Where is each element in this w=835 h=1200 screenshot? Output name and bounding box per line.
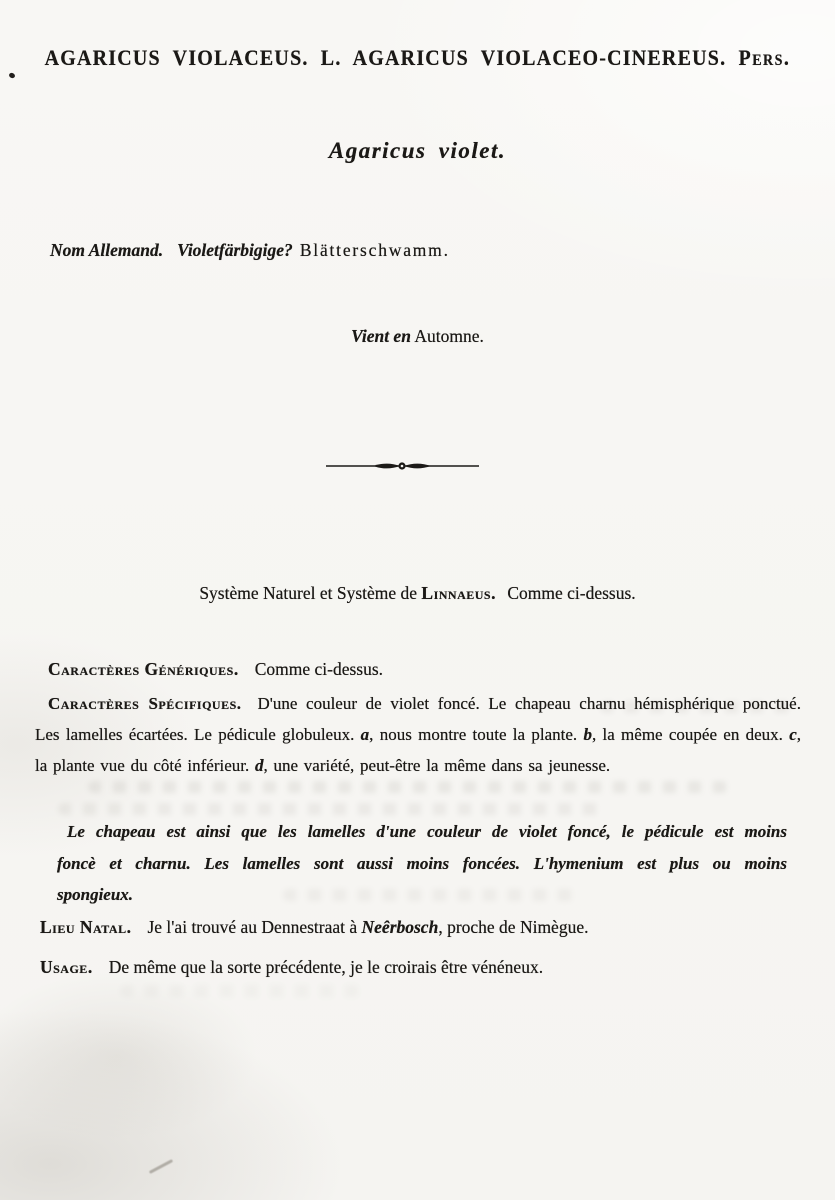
figure-letter-a: a: [360, 725, 370, 744]
usage-line: [40, 957, 543, 978]
habitat-seg1: Je l'ai trouvé au Dennestraat à: [147, 917, 358, 937]
specific-seg1: D'une couleur de violet foncé. Le chapeau charnu hémisphérique ponctué. Les lamelles écartées. Le pédicule globuleux.: [35, 694, 801, 744]
habitat-line: [40, 917, 588, 938]
german-name-line: [50, 240, 450, 261]
description-note-paragraph: Le chapeau est ainsi que les lamelles d'une couleur de violet foncé, le pédicule est moins foncè et charnu. Les lamelles sont aussi moins foncées. L'hymenium est plus ou moins spongieux.: [57, 822, 787, 904]
specific-characters-paragraph: [35, 688, 801, 781]
usage-text: De même que la sorte précédente, je le croirais être vénéneux.: [108, 957, 544, 977]
figure-letter-b: b: [583, 725, 592, 744]
title-species-names: AGARICUS VIOLACEUS. L. AGARICUS VIOLACEO-CINEREUS.: [44, 46, 727, 71]
showthrough-smudge: [88, 781, 728, 793]
generic-characters-text: Comme ci-dessus.: [254, 659, 384, 679]
german-name-roman: Blätterschwamm.: [299, 240, 450, 260]
german-name-label: Nom Allemand.: [50, 240, 164, 260]
generic-characters-label: Caractères Génériques.: [48, 659, 239, 679]
specific-seg5: , une variété, peut-être la même dans sa jeunesse.: [263, 756, 611, 775]
habitat-seg2: , proche de Nimègue.: [438, 917, 589, 937]
figure-letter-c: c: [789, 725, 797, 744]
season-line: [0, 326, 835, 347]
showthrough-smudge: [58, 803, 603, 815]
habitat-label: Lieu Natal.: [40, 917, 132, 937]
system-author: Linnaeus.: [421, 583, 496, 603]
system-line: [0, 583, 835, 604]
page-title: [0, 46, 835, 72]
generic-characters-line: [48, 659, 383, 680]
specific-seg4: , la plante vue du côté inférieur.: [35, 725, 802, 775]
title-author: Pers.: [738, 46, 791, 71]
french-species-title: Agaricus violet.: [328, 138, 507, 163]
figure-letter-d: d: [255, 756, 264, 775]
specific-seg3: , la même coupée en deux.: [591, 725, 783, 744]
specific-seg2: , nous montre toute la plante.: [369, 725, 578, 744]
system-prefix: Système Naturel et Système de: [199, 583, 418, 603]
decorative-divider: [325, 459, 480, 473]
showthrough-smudge: [120, 985, 360, 997]
ink-dot: [8, 72, 16, 79]
season-roman: Automne.: [414, 326, 484, 346]
german-name-italic: Violetfärbigige?: [177, 240, 293, 260]
system-suffix: Comme ci-dessus.: [507, 583, 636, 603]
habitat-place: Neêrbosch: [361, 917, 439, 937]
scan-scratch-mark: [149, 1159, 173, 1174]
season-italic: Vient en: [351, 326, 411, 346]
specific-characters-label: Caractères Spécifiques.: [48, 694, 242, 713]
usage-label: Usage.: [40, 957, 93, 977]
